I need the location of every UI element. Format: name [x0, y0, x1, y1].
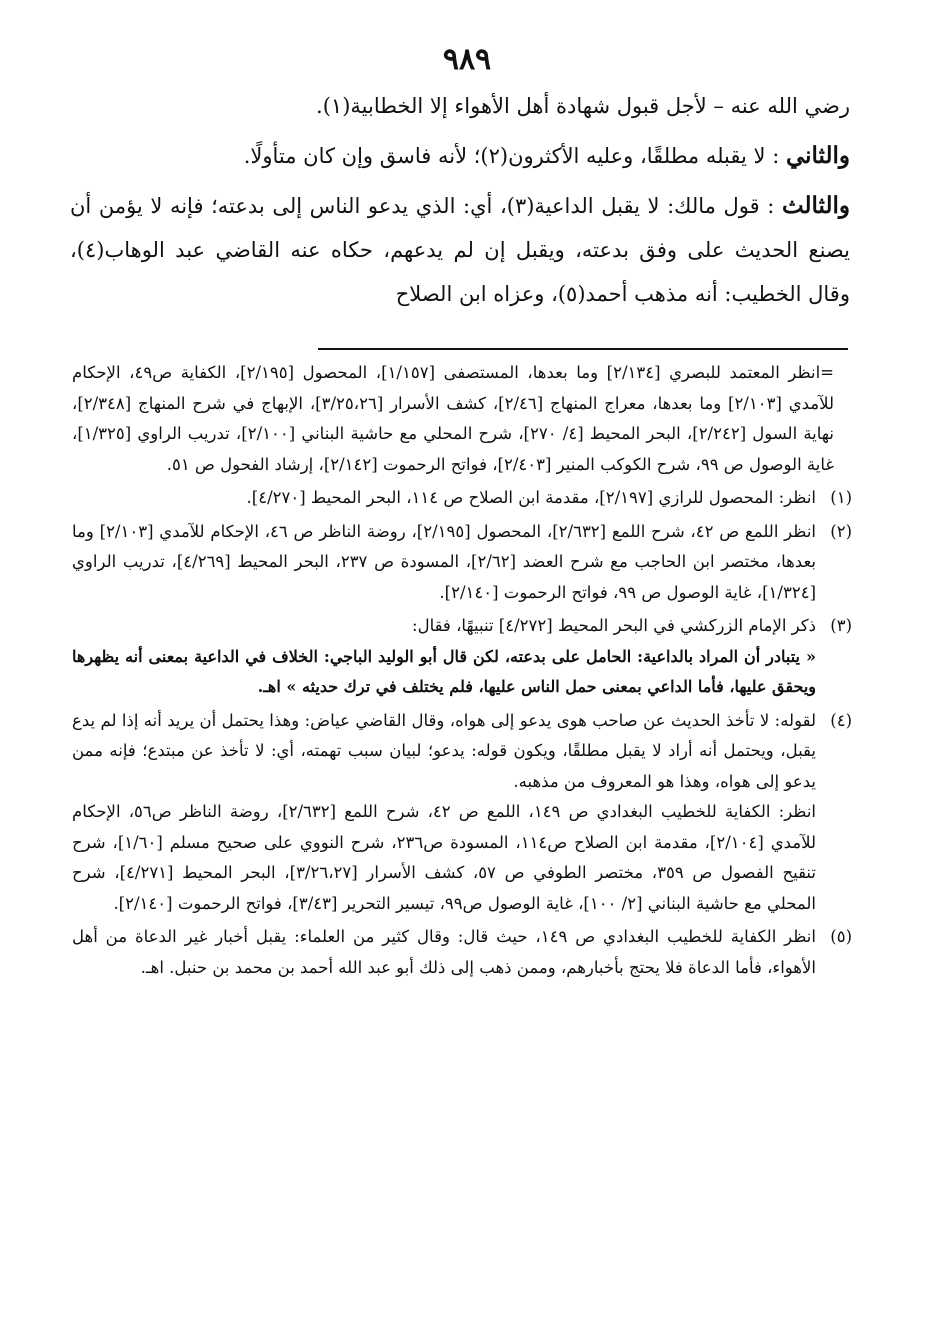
- footnotes: [72, 358, 852, 986]
- footnote-4: [72, 706, 852, 920]
- footnote-2-number: (٢): [830, 521, 852, 541]
- main-text: [70, 84, 850, 322]
- footnote-3-text: ذكر الإمام الزركشي في البحر المحيط [٤/٢٧٢] تنبيهًا، فقال:: [412, 616, 816, 635]
- footnote-5: [72, 922, 852, 983]
- footnote-3-number: (٣): [830, 616, 852, 635]
- footnote-continuation-text: =انظر المعتمد للبصري [٢/١٣٤] وما بعدها، المستصفى [١/١٥٧]، المحصول [٢/١٩٥]، الكفاية ص٤٩، الإحكام للآمدي [٢/١٠٣] وما بعدها، معراج المنهاج [٢/٤٦]، كشف الأسرار [٣/٢٥،٢٦]، الإبهاج في شرح المنهاج [٢/٣٤٨]، نهاية السول [٢/٢٤٢]، البحر المحيط [٤/ ٢٧٠]، شرح المحلي مع حاشية البناني [٢/١٠٠]، تدريب الراوي [١/٣٢٥]، غاية الوصول ص ٩٩، شرح الكوكب المنير [٢/٤٠٣]، فواتح الرحموت [٢/١٤٢]، إرشاد الفحول ص ٥١.: [72, 363, 835, 474]
- page-number: ٩٨٩: [442, 42, 492, 77]
- footnote-5-text: انظر الكفاية للخطيب البغدادي ص ١٤٩، حيث قال: وقال كثير من العلماء: يقبل أخبار غير الدعاة من أهل الأهواء، فأما الدعاة فلا يحتج بأخبارهم، وممن ذهب إلى ذلك أبو عبد الله أحمد بن محمد بن حنبل. اهـ.: [72, 927, 816, 977]
- footnote-continuation: [72, 358, 852, 480]
- paragraph-3: [70, 184, 850, 316]
- footnote-1-number: (١): [830, 488, 852, 507]
- footnote-4-number: (٤): [830, 710, 852, 730]
- footnote-2: [72, 517, 852, 609]
- paragraph-3-lead: والثالث: [781, 192, 850, 219]
- paragraph-2-lead: والثاني: [785, 142, 850, 169]
- footnote-separator: [318, 348, 848, 350]
- paragraph-2-text: : لا يقبله مطلقًا، وعليه الأكثرون(٢)؛ لأنه فاسق وإن كان متأولًا.: [243, 144, 780, 168]
- footnote-1-text: انظر: المحصول للرازي [٢/١٩٧]، مقدمة ابن الصلاح ص ١١٤، البحر المحيط [٤/٢٧٠].: [246, 488, 816, 507]
- footnote-2-text: انظر اللمع ص ٤٢، شرح اللمع [٢/٦٣٢]، المحصول [٢/١٩٥]، روضة الناظر ص ٤٦، الإحكام للآمدي [٢/١٠٣] وما بعدها، مختصر ابن الحاجب مع شرح العضد [٢/٦٢]، المسودة ص ٢٣٧، البحر المحيط [٤/٢٦٩]، تدريب الراوي [١/٣٢٤]، غاية الوصول ص ٩٩، فواتح الرحموت [٢/١٤٠].: [72, 521, 817, 602]
- footnote-3: [72, 611, 852, 703]
- paragraph-2: [70, 134, 850, 178]
- footnote-4-references: انظر: الكفاية للخطيب البغدادي ص ١٤٩، اللمع ص ٤٢، شرح اللمع [٢/٦٣٢]، روضة الناظر ص٥٦، الإحكام للآمدي [٢/١٠٤]، مقدمة ابن الصلاح ص١١٤، المسودة ص٢٣٦، شرح النووي على صحيح مسلم [١/٦٠]، شرح تنقيح الفصول ص ٣٥٩، مختصر الطوفي ص ٥٧، كشف الأسرار [٣/٢٦،٢٧]، البحر المحيط [٤/٢٧١]، شرح المحلي مع حاشية البناني [٢/ ١٠٠]، غاية الوصول ص٩٩، تيسير التحرير [٣/٤٣]، فواتح الرحموت [٢/١٤٠].: [72, 802, 817, 913]
- footnote-5-number: (٥): [830, 927, 852, 946]
- footnote-3-quote: « يتبادر أن المراد بالداعية: الحامل على بدعته، لكن قال أبو الوليد الباجي: الخلاف في الداعية بمعنى أنه يظهرها ويحقق عليها، فأما الداعي بمعنى حمل الناس عليها، فلم يختلف في ترك حديثه » اهـ.: [72, 646, 816, 696]
- footnote-1: [72, 483, 852, 514]
- paragraph-3-text: : قول مالك: لا يقبل الداعية(٣)، أي: الذي يدعو الناس إلى بدعته؛ فإنه لا يؤمن أن يصنع الحديث على وفق بدعته، ويقبل إن لم يدعهم، حكاه عنه القاضي عبد الوهاب(٤)، وقال الخطيب: أنه مذهب أحمد(٥)، وعزاه ابن الصلاح: [70, 194, 850, 306]
- paragraph-1: رضي الله عنه – لأجل قبول شهادة أهل الأهواء إلا الخطابية(١).: [316, 94, 850, 118]
- footnote-4-text: لقوله: لا تأخذ الحديث عن صاحب هوى يدعو إلى هواه، وقال القاضي عياض: وهذا يحتمل أن يريد أنه إذا لم يدع يقبل، ويحتمل أنه أراد لا يقبل مطلقًا، ويكون قوله: يدعو؛ لبيان سبب تهمته، أي: لا تأخذ عن مبتدع؛ فإنه ممن يدعو إلى هواه، وهذا هو المعروف من مذهبه.: [72, 710, 816, 791]
